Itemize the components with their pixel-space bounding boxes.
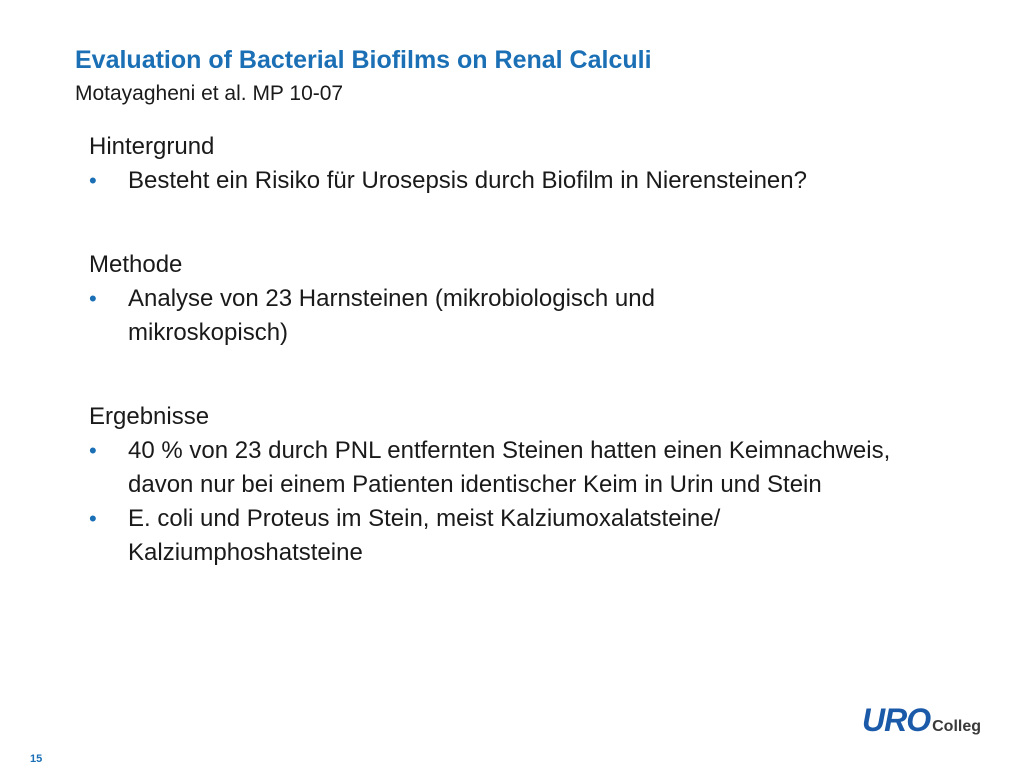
logo-uro-text: URO [862,702,931,738]
bullet-text: Besteht ein Risiko für Urosepsis durch Biofilm in Nierensteinen? [128,167,807,194]
spacer [89,350,969,400]
bullet-list [89,164,969,198]
bullet-item [89,502,969,570]
section-ergebnisse [89,400,969,570]
bullet-text: 40 % von 23 durch PNL entfernten Steinen hatten einen Keimnachweis, davon nur bei einem Patienten identischer Keim in Urin und Stein [128,437,891,498]
urocolleg-logo [862,700,998,740]
section-methode [89,248,969,350]
bullet-item [89,434,969,502]
bullet-list [89,282,969,350]
bullet-icon: • [89,438,97,463]
page-number: 15 [30,753,43,765]
section-heading: Ergebnisse [89,403,210,430]
bullet-text: E. coli und Proteus im Stein, meist Kalziumoxalatsteine/ Kalziumphoshatsteine [128,505,721,566]
bullet-icon: • [89,168,97,193]
logo-colleg-text: Colleg [932,718,981,735]
bullet-icon: • [89,506,97,531]
slide-content [89,130,969,570]
bullet-icon: • [89,286,97,311]
section-heading: Hintergrund [89,133,215,160]
bullet-text: Analyse von 23 Harnsteinen (mikrobiologisch und mikroskopisch) [128,285,655,346]
spacer [89,198,969,248]
slide-title: Evaluation of Bacterial Biofilms on Renal Calculi [75,46,652,74]
bullet-item [89,282,969,350]
section-hintergrund [89,130,969,198]
slide-subtitle: Motayagheni et al. MP 10-07 [75,82,344,105]
bullet-item [89,164,969,198]
section-heading: Methode [89,251,183,278]
bullet-list [89,434,969,570]
